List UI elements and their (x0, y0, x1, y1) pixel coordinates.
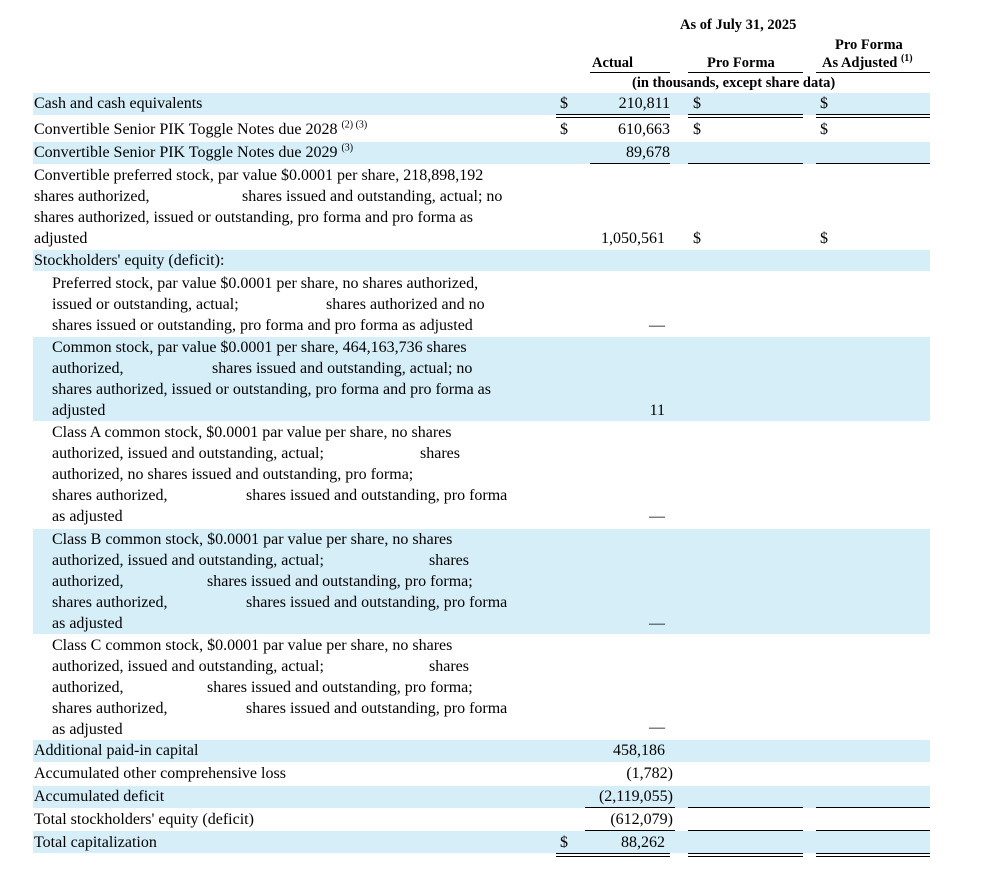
label-classA-l1: Class A common stock, $0.0001 par value per share, no shares (52, 424, 452, 441)
label-classB-l5: as adjusted (52, 615, 123, 632)
value-classA-actual: — (649, 508, 665, 525)
dollar-sign: $ (820, 121, 828, 138)
label-conv-pref-l1: Convertible preferred stock, par value $0.0001 per share, 218,898,192 (34, 167, 484, 184)
row-band (33, 831, 930, 853)
label-classA-l2b: shares (420, 445, 460, 462)
label-classC-l2a: authorized, issued and outstanding, actual; (52, 658, 324, 675)
label-common-l2a: authorized, (52, 360, 124, 377)
value-notes-2029-actual: 89,678 (626, 144, 670, 161)
double-rule (816, 114, 930, 118)
dollar-sign: $ (693, 95, 701, 112)
label-cash: Cash and cash equivalents (34, 95, 203, 112)
label-classC-l2b: shares (429, 658, 469, 675)
subtotal-rule (585, 807, 675, 808)
value-conv-pref-actual: 1,050,561 (601, 230, 665, 247)
value-notes-2028-actual: 610,663 (618, 121, 670, 138)
dollar-sign: $ (560, 121, 568, 138)
label-classA-l4a: shares authorized, (52, 487, 168, 504)
label-aocl: Accumulated other comprehensive loss (34, 765, 286, 782)
label-common-l1: Common stock, par value $0.0001 per share, 464,163,736 shares (52, 339, 467, 356)
label-notes-2028: Convertible Senior PIK Toggle Notes due 2028 $^{(2) (3)}$ (34, 119, 368, 138)
value-total-cap-actual: 88,262 (621, 834, 665, 851)
dollar-sign: $ (560, 834, 568, 851)
label-classC-l3b: shares issued and outstanding, pro forma; (207, 679, 473, 696)
subtotal-rule (688, 830, 803, 831)
value-classB-actual: — (649, 615, 665, 632)
period-header: As of July 31, 2025 (680, 17, 797, 33)
label-common-l2b: shares issued and outstanding, actual; no (212, 360, 473, 377)
value-pref-actual: — (649, 317, 665, 334)
label-classC-l1: Class C common stock, $0.0001 par value per share, no shares (52, 637, 453, 654)
label-classB-l3b: shares issued and outstanding, pro forma; (207, 573, 473, 590)
value-apic-actual: 458,186 (613, 742, 665, 759)
label-pref-l2a: issued or outstanding, actual; (52, 296, 239, 313)
col-actual: Actual (592, 55, 634, 71)
subtotal-rule (590, 163, 670, 164)
label-notes-2029: Convertible Senior PIK Toggle Notes due 2029 $^{(3)}$ (34, 142, 354, 161)
label-classC-l4a: shares authorized, (52, 700, 168, 717)
label-classB-l1: Class B common stock, $0.0001 par value per share, no shares (52, 531, 453, 548)
double-rule (556, 853, 670, 857)
dollar-sign: $ (820, 95, 828, 112)
header-rule (816, 72, 930, 73)
units-note: (in thousands, except share data) (632, 75, 836, 91)
value-deficit-actual: (2,119,055) (598, 788, 673, 805)
col-adjusted-line1: Pro Forma (835, 37, 903, 53)
subtotal-rule (688, 163, 803, 164)
label-conv-pref-l2a: shares authorized, (34, 188, 150, 205)
label-classC-l5: as adjusted (52, 721, 123, 738)
subtotal-rule (585, 830, 675, 831)
label-total-cap: Total capitalization (34, 834, 157, 851)
double-rule (556, 114, 670, 118)
label-classC-l3a: authorized, (52, 679, 124, 696)
label-conv-pref-l3: shares authorized, issued or outstanding, pro forma and pro forma as (34, 209, 473, 226)
label-pref-l1: Preferred stock, par value $0.0001 per share, no shares authorized, (52, 275, 479, 292)
label-equity-header: Stockholders' equity (deficit): (34, 252, 225, 269)
dollar-sign: $ (693, 230, 701, 247)
header-rule (688, 72, 803, 73)
dollar-sign: $ (560, 95, 568, 112)
subtotal-rule (688, 807, 803, 808)
label-classC-l4b: shares issued and outstanding, pro forma (246, 700, 508, 717)
label-classA-l4b: shares issued and outstanding, pro forma (246, 487, 508, 504)
label-classB-l2a: authorized, issued and outstanding, actual; (52, 552, 324, 569)
double-rule (816, 853, 930, 857)
label-classB-l3a: authorized, (52, 573, 124, 590)
col-pro-forma: Pro Forma (707, 55, 775, 71)
double-rule (688, 114, 803, 118)
value-classC-actual: — (649, 719, 665, 736)
subtotal-rule (816, 807, 930, 808)
label-conv-pref-l4: adjusted (34, 230, 88, 247)
label-classA-l2a: authorized, issued and outstanding, actual; (52, 445, 324, 462)
label-deficit: Accumulated deficit (34, 788, 165, 805)
double-rule (688, 853, 803, 857)
label-apic: Additional paid-in capital (34, 742, 199, 759)
label-common-l3: shares authorized, issued or outstanding, pro forma and pro forma as (52, 381, 491, 398)
label-classB-l4b: shares issued and outstanding, pro forma (246, 594, 508, 611)
col-adjusted-line2: As Adjusted $^{(1)}$ (822, 53, 913, 71)
label-common-l4: adjusted (52, 402, 106, 419)
label-classA-l5: as adjusted (52, 508, 123, 525)
header-rule (590, 72, 670, 73)
label-conv-pref-l2b: shares issued and outstanding, actual; no (242, 188, 503, 205)
label-classB-l2b: shares (429, 552, 469, 569)
label-pref-l2b: shares authorized and no (326, 296, 485, 313)
value-aocl-actual: (1,782) (626, 765, 673, 782)
label-classB-l4a: shares authorized, (52, 594, 168, 611)
row-band (33, 786, 930, 808)
value-total-equity-actual: (612,079) (610, 811, 673, 828)
value-common-actual: 11 (649, 402, 665, 419)
subtotal-rule (816, 163, 930, 164)
dollar-sign: $ (820, 230, 828, 247)
label-total-equity: Total stockholders' equity (deficit) (34, 811, 254, 828)
label-classA-l3: authorized, no shares issued and outstanding, pro forma; (52, 466, 414, 483)
value-cash-actual: 210,811 (618, 95, 670, 112)
subtotal-rule (816, 830, 930, 831)
dollar-sign: $ (693, 121, 701, 138)
label-pref-l3: shares issued or outstanding, pro forma and pro forma as adjusted (52, 317, 473, 334)
